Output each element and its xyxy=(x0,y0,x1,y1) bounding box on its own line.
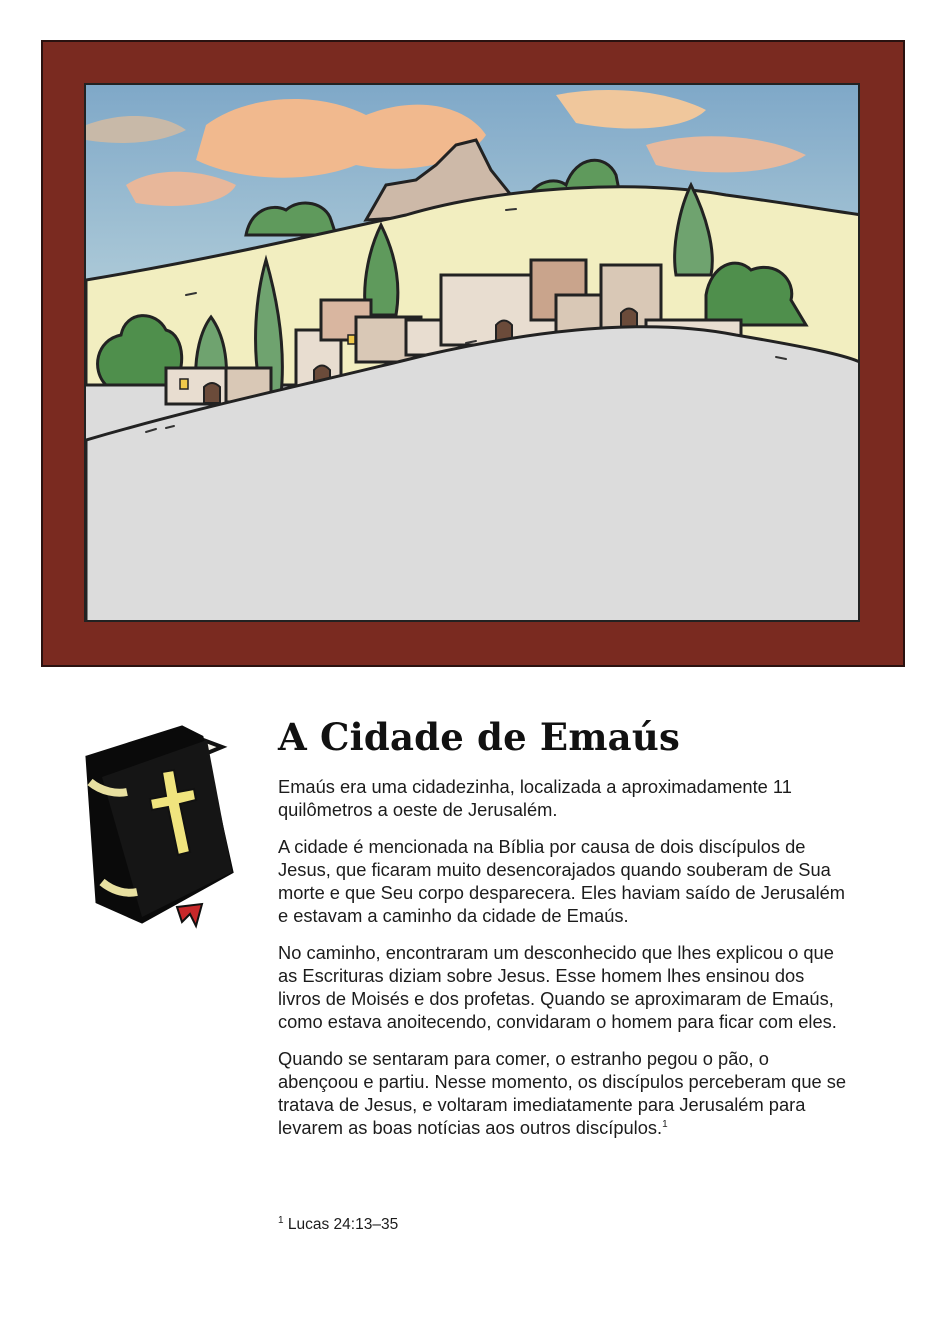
footnote-marker: 1 xyxy=(278,1214,284,1226)
paragraph: Emaús era uma cidadezinha, localizada a aproximadamente 11 quilômetros a oeste de Jerusalém. xyxy=(278,776,792,820)
village-illustration xyxy=(84,83,860,622)
article xyxy=(278,715,848,1153)
paragraph-text: Quando se sentaram para comer, o estranho pegou o pão, o abençoou e partiu. Nesse momento, os discípulos perceberam que se tratava de Jesus, e voltaram imediatamente para Jerusalém para levarem as boas notícias aos outros discípulos. xyxy=(278,1048,847,1138)
illustration-frame xyxy=(41,40,905,667)
page-title: A Cidade de Emaús xyxy=(278,715,680,759)
footnote-reference: 1 xyxy=(662,1118,668,1130)
footnote-text: Lucas 24:13–35 xyxy=(287,1216,399,1233)
footnote xyxy=(278,1216,398,1234)
paragraph: A cidade é mencionada na Bíblia por causa de dois discípulos de Jesus, que ficaram muito desencorajados quando souberam de Sua morte e que Seu corpo desparecera. Eles haviam saído de Jerusalém e estavam a caminho da cidade de Emaús. xyxy=(278,836,846,926)
bible-icon xyxy=(82,722,242,932)
paragraph xyxy=(278,1047,848,1139)
paragraph: No caminho, encontraram um desconhecido que lhes explicou o que as Escrituras diziam sobre Jesus. Esse homem lhes ensinou dos livros de Moisés e dos profetas. Quando se aproximaram de Emaús, como estava anoitecendo, convidaram o homem para ficar com eles. xyxy=(278,942,837,1032)
